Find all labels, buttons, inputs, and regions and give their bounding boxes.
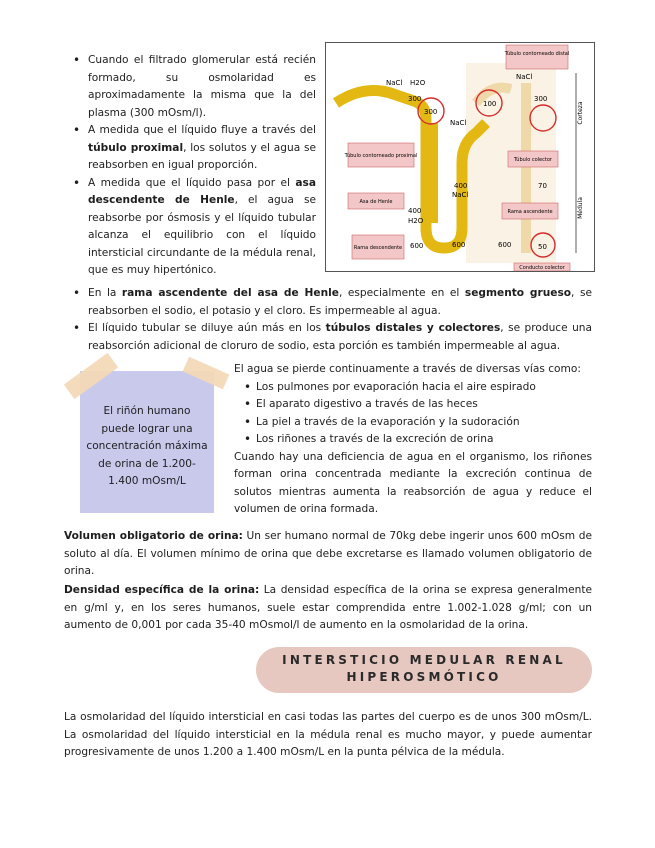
label-medula: Médula bbox=[577, 197, 584, 219]
box-henle-label: Asa de Henle bbox=[359, 199, 393, 205]
label-300-b: 300 bbox=[424, 108, 438, 116]
label-600-a: 600 bbox=[410, 242, 424, 250]
label-nacl-3: NaCl bbox=[516, 73, 533, 81]
bullet-asa-descendente: • A medida que el líquido pasa por el asa descendente de Henle, el agua se reabsorbe por ósmosis y el líquido tubular alcanza el equilibrio con el líquido intersticial circundante de la médula renal, que es muy hipertónico. bbox=[64, 175, 316, 280]
label-corteza: Corteza bbox=[577, 101, 584, 125]
box-distal bbox=[506, 45, 568, 69]
banner-title: INTERSTICIO MEDULAR RENAL HIPEROSMÓTICO bbox=[282, 653, 566, 684]
section-banner bbox=[256, 647, 592, 693]
volumen-text: Un ser humano normal de 70kg debe ingerir unos 600 mOsm de soluto al día. El volumen mínimo de orina que debe excretarse es llamado volumen obligatorio de orina. bbox=[64, 530, 592, 577]
tape-left bbox=[64, 353, 118, 399]
water-intro: El agua se pierde continuamente a través de diversas vías como: bbox=[234, 363, 581, 375]
box-proximal-label: Túbulo contorneado proximal bbox=[344, 153, 418, 159]
water-item: • Los riñones a través de la excreción de orina bbox=[234, 431, 592, 449]
box-colector-label: Túbulo colector bbox=[514, 157, 552, 163]
box-ascendente-label: Rama ascendente bbox=[507, 209, 553, 215]
label-600-b: 600 bbox=[452, 241, 466, 249]
label-400-b: 400 bbox=[408, 207, 422, 215]
label-400-a: 400 bbox=[454, 182, 468, 190]
bullet-tubulo-proximal: • A medida que el líquido fluye a través del túbulo proximal, los solutos y el agua se reabsorben en igual proporción. bbox=[64, 122, 316, 175]
nephron-diagram bbox=[325, 42, 595, 272]
label-70: 70 bbox=[538, 182, 547, 190]
box-conducto-label: Conducto colector bbox=[519, 265, 565, 271]
label-600-c: 600 bbox=[498, 241, 512, 249]
top-bullet-list bbox=[64, 52, 316, 280]
wide-bullet-list bbox=[64, 285, 592, 355]
final-paragraph: La osmolaridad del líquido intersticial en casi todas las partes del cuerpo es de unos 300 mOsm/L. La osmolaridad del líquido intersticial en la médula renal es mucho mayor, y puede aumentar progresivamente de unos 1.200 a 1.400 mOsm/L en la punta pélvica de la médula. bbox=[64, 711, 592, 758]
water-item: • La piel a través de la evaporación y la sudoración bbox=[234, 414, 592, 432]
water-paragraph: Cuando hay una deficiencia de agua en el organismo, los riñones forman orina concentrada mediante la excreción continua de solutos mientras aumenta la reabsorción de agua y reduce el volumen de orina formada. bbox=[234, 450, 592, 515]
label-300-a: 300 bbox=[408, 95, 422, 103]
bullet-tubulos-distales: • El líquido tubular se diluye aún más en los túbulos distales y colectores, se produce una reabsorción adicional de cloruro de sodio, esta porción es también impermeable al agua. bbox=[64, 320, 592, 355]
box-rama-desc-label: Rama descendente bbox=[353, 245, 403, 251]
label-100: 100 bbox=[483, 100, 497, 108]
label-h2o-2: H2O bbox=[408, 217, 424, 225]
volumen-paragraph bbox=[64, 528, 592, 581]
nephron-svg bbox=[326, 43, 594, 271]
water-item: • El aparato digestivo a través de las heces bbox=[234, 396, 592, 414]
densidad-label: Densidad específica de la orina: bbox=[64, 584, 260, 596]
water-section bbox=[234, 361, 592, 519]
label-nacl-4: NaCl bbox=[452, 191, 469, 199]
label-h2o-1: H2O bbox=[410, 79, 426, 87]
label-300-c: 300 bbox=[534, 95, 548, 103]
densidad-text: La densidad específica de la orina se expresa generalmente en g/ml y, en los seres humanos, suele estar comprendida entre 1.002-1.028 g/ml; con un aumento de 0,001 por cada 35-40 mOsmol/l de aumento en la osmolaridad de la orina. bbox=[64, 584, 592, 631]
sticky-note bbox=[80, 371, 214, 513]
densidad-paragraph bbox=[64, 582, 592, 635]
volumen-label: Volumen obligatorio de orina: bbox=[64, 530, 243, 542]
note-text: El riñón humano puede lograr una concentración máxima de orina de 1.200-1.400 mOsm/L bbox=[86, 405, 208, 487]
bullet-filtrado: • Cuando el filtrado glomerular está recién formado, su osmolaridad es aproximadamente la misma que la del plasma (300 mOsm/l). bbox=[64, 52, 316, 122]
box-distal-label: Túbulo contorneado distal bbox=[504, 51, 570, 57]
bullet-rama-ascendente: • En la rama ascendente del asa de Henle, especialmente en el segmento grueso, se reabsorben el sodio, el potasio y el cloro. Es impermeable al agua. bbox=[64, 285, 592, 320]
water-item: • Los pulmones por evaporación hacia el aire espirado bbox=[234, 379, 592, 397]
label-50: 50 bbox=[538, 243, 547, 251]
label-nacl-2: NaCl bbox=[450, 119, 467, 127]
tape-right bbox=[183, 357, 230, 390]
label-nacl-1: NaCl bbox=[386, 79, 403, 87]
